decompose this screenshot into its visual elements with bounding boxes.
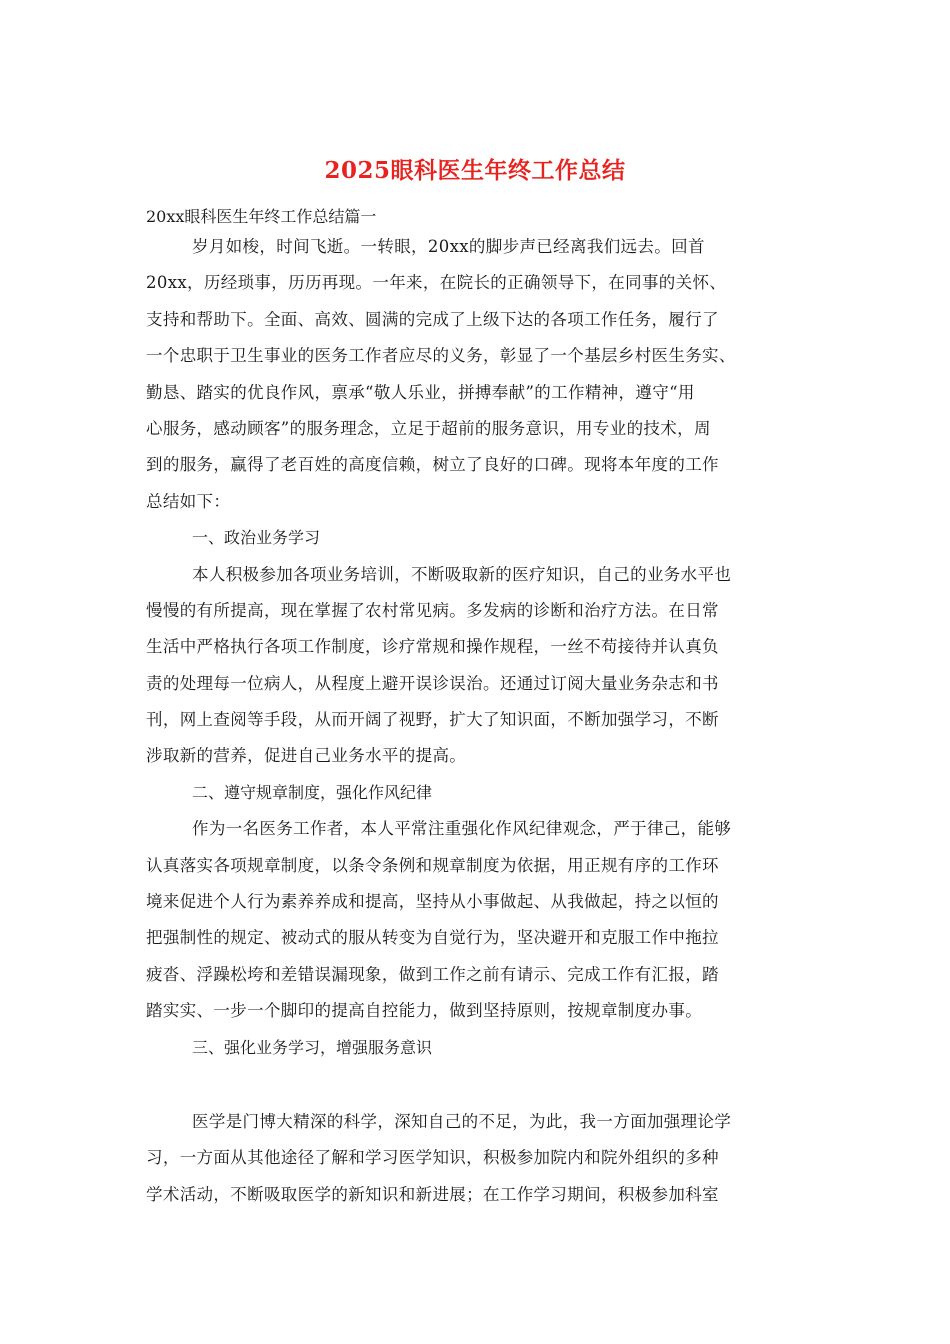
paragraph-line: 勤恳、踏实的优良作风，禀承“敬人乐业，拼搏奉献”的工作精神，遵守“用 <box>146 382 695 402</box>
paragraph-line: 认真落实各项规章制度，以条令条例和规章制度为依据，用正规有序的工作环 <box>146 855 719 875</box>
paragraph-line: 心服务，感动顾客”的服务理念，立足于超前的服务意识，用专业的技术，周 <box>146 418 711 438</box>
paragraph-line: 刊，网上查阅等手段，从而开阔了视野，扩大了知识面，不断加强学习，不断 <box>146 710 719 730</box>
paragraph-line: 习，一方面从其他途径了解和学习医学知识，积极参加院内和院外组织的多种 <box>146 1148 719 1168</box>
paragraph-line: 慢慢的有所提高，现在掌握了农村常见病。多发病的诊断和治疗方法。在日常 <box>146 600 719 620</box>
paragraph-line: 涉取新的营养，促进自己业务水平的提高。 <box>146 746 467 766</box>
paragraph-line: 责的处理每一位病人，从程度上避开误诊误治。还通过订阅大量业务杂志和书 <box>146 673 719 693</box>
paragraph-line: 把强制性的规定、被动式的服从转变为自觉行为，坚决避开和克服工作中拖拉 <box>146 928 719 948</box>
paragraph-line: 岁月如梭，时间飞逝。一转眼，20xx的脚步声已经离我们远去。回首 <box>192 237 705 256</box>
paragraph-line: 总结如下： <box>146 491 231 511</box>
paragraph-line: 学术活动，不断吸取医学的新知识和新进展；在工作学习期间，积极参加科室 <box>146 1184 719 1204</box>
paragraph-gap <box>146 1066 806 1104</box>
paragraph-line: 疲沓、浮躁松垮和差错误漏现象，做到工作之前有请示、完成工作有汇报，踏 <box>146 964 719 984</box>
paragraph-line: 生活中严格执行各项工作制度，诊疗常规和操作规程，一丝不苟接待并认真负 <box>146 637 719 657</box>
paragraph-line: 到的服务，赢得了老百姓的高度信赖，树立了良好的口碑。现将本年度的工作 <box>146 455 719 475</box>
paragraph-line: 本人积极参加各项业务培训，不断吸取新的医疗知识，自己的业务水平也 <box>192 564 732 584</box>
paragraph-line: 境来促进个人行为素养养成和提高，坚持从小事做起、从我做起，持之以恒的 <box>146 892 719 912</box>
paragraph-line: 支持和帮助下。全面、高效、圆满的完成了上级下达的各项工作任务，履行了 <box>146 309 719 329</box>
document-title: 2025眼科医生年终工作总结 <box>324 157 626 184</box>
section-heading: 一、政治业务学习 <box>192 528 321 548</box>
paragraph-line: 作为一名医务工作者，本人平常注重强化作风纪律观念，严于律己，能够 <box>192 819 732 839</box>
paragraph-line: 一个忠职于卫生事业的医务工作者应尽的义务，彰显了一个基层乡村医生务实、 <box>146 346 736 366</box>
document-body <box>146 229 806 1213</box>
paragraph-line: 20xx，历经琐事，历历再现。一年来，在院长的正确领导下，在同事的关怀、 <box>146 273 727 293</box>
paragraph-line: 踏实实、一步一个脚印的提高自控能力，做到坚持原则，按规章制度办事。 <box>146 1001 703 1021</box>
section-heading: 三、强化业务学习，增强服务意识 <box>192 1037 433 1057</box>
section-heading: 二、遵守规章制度，强化作风纪律 <box>192 782 433 802</box>
paragraph-line: 医学是门博大精深的科学，深知自己的不足，为此，我一方面加强理论学 <box>192 1111 732 1131</box>
document-subtitle: 20xx眼科医生年终工作总结篇一 <box>146 207 377 226</box>
